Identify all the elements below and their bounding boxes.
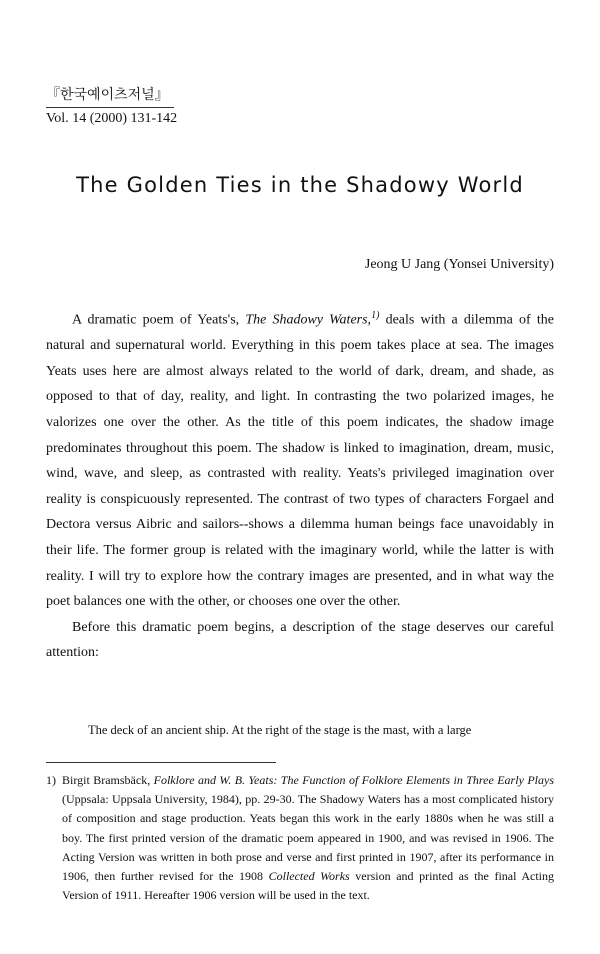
body-text xyxy=(46,303,554,666)
footnote-book-title: Folklore and W. B. Yeats: The Function of Folklore Elements in Three Early Plays xyxy=(153,773,554,787)
paragraph-2: Before this dramatic poem begins, a description of the stage deserves our careful attention: xyxy=(46,619,554,661)
poem-title-italic: The Shadowy Waters, xyxy=(245,312,372,328)
footnote-number: 1) xyxy=(46,773,56,787)
paragraph-1-lead: A dramatic poem of Yeats's, xyxy=(72,312,246,328)
footnote-separator xyxy=(46,762,276,763)
author-line: Jeong U Jang (Yonsei University) xyxy=(364,257,554,272)
block-quote: The deck of an ancient ship. At the right of the stage is the mast, with a large xyxy=(88,723,472,737)
footnote-collected-works: Collected Works xyxy=(268,869,350,884)
footnote-text-a: Birgit Bramsbäck, xyxy=(62,773,154,787)
footnote-text-b: (Uppsala: Uppsala University, 1984), pp. 29-30. The Shadowy Waters has a most complicated history of composition and stage production. Yeats began this work in the early 1880s when he was still a boy. The first printed version of the dramatic poem appeared in 1900, and was revised in 1906. The Acting Version was written in both prose and verse and first printed in 1907, after its performance in 1906, then further revised for the 1908 xyxy=(62,792,554,884)
journal-name: 『한국예이츠저널』 xyxy=(46,88,169,103)
paragraph-1-rest: deals with a dilemma of the natural and supernatural world. Everything in this poem takes place at sea. The images Yeats uses here are almost always related to the world of dark, dream, and shade, as opposed to that of day, reality, and light. In contrasting the two polarized images, he valorizes one over the other. As the title of this poem indicates, the shadow image predominates throughout this poem. The shadow is linked to imagination, dream, music, wind, wave, and sleep, as contrasted with reality. Yeats's privileged imagination over reality is conspicuously represented. The contrast of two types of characters Forgael and Dectora versus Aibric and sailors--shows a dilemma human beings face unavoidably in their life. The former group is related with the imaginary world, while the latter is with reality. I will try to explore how the contrary images are presented, and in what way the poet balances one with the other, or chooses one over the other. xyxy=(46,312,554,610)
volume-info: Vol. 14 (2000) 131-142 xyxy=(46,111,178,126)
footnote-1 xyxy=(46,771,554,905)
footnote-ref-1[interactable]: 1) xyxy=(371,310,380,321)
journal-underline xyxy=(46,107,174,108)
footnote-text-c: version and printed as the final Acting Version of 1911. Hereafter 1906 version will be used in the text. xyxy=(62,869,555,903)
paragraph-1 xyxy=(46,303,554,615)
paper-title: The Golden Ties in the Shadowy World xyxy=(76,173,524,197)
footnote-text xyxy=(62,771,554,905)
